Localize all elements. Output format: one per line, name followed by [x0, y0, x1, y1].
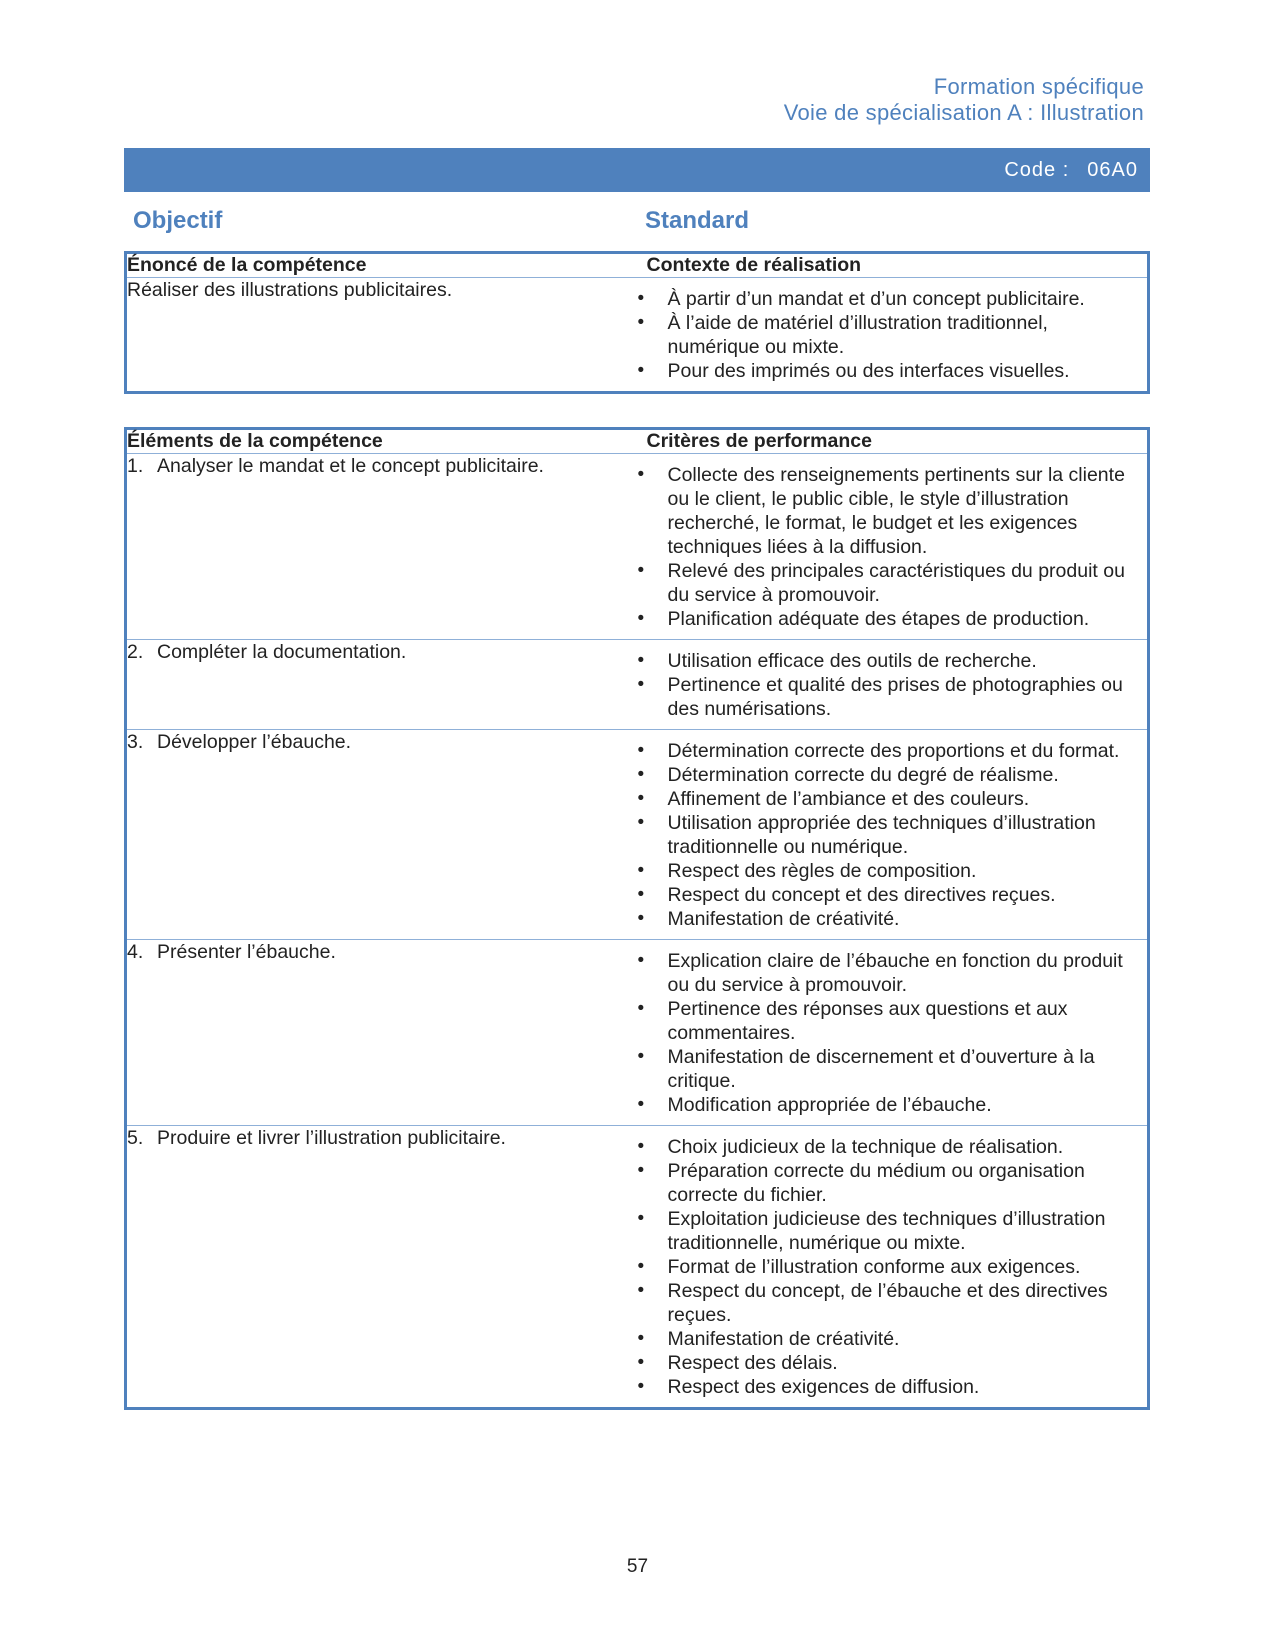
element-text: Analyser le mandat et le concept publicitaire. [157, 455, 544, 477]
page-header [784, 74, 1144, 126]
criteria-item: • Explication claire de l’ébauche en fonction du produit ou du service à promouvoir. [638, 949, 1138, 997]
element-number: 4. [127, 941, 144, 963]
criteria-list [638, 454, 1148, 639]
criteria-item: • Détermination correcte des proportions et du format. [638, 739, 1138, 763]
table-row [126, 454, 1149, 640]
section-title-objectif: Objectif [133, 207, 223, 234]
criteria-item: • Respect du concept, de l’ébauche et des directives reçues. [638, 1279, 1138, 1327]
criteria-item: • Manifestation de discernement et d’ouverture à la critique. [638, 1045, 1138, 1093]
element-number: 3. [127, 731, 144, 753]
criteria-item: • Relevé des principales caractéristiques du produit ou du service à promouvoir. [638, 559, 1138, 607]
criteria-item: • Exploitation judicieuse des techniques d’illustration traditionnelle, numérique ou mixte. [638, 1207, 1138, 1255]
context-item: • À partir d’un mandat et d’un concept publicitaire. [638, 287, 1138, 311]
header-contexte: Contexte de réalisation [638, 253, 1149, 278]
criteria-item: • Respect des exigences de diffusion. [638, 1375, 1138, 1399]
element-number: 1. [127, 455, 144, 477]
element-cell [126, 730, 638, 940]
context-list [638, 278, 1148, 391]
criteria-cell [638, 454, 1149, 640]
header-program: Formation spécifique [933, 74, 1144, 99]
table-row [126, 940, 1149, 1126]
context-cell [638, 278, 1149, 393]
competency-statement-table [124, 251, 1150, 394]
criteria-item: • Préparation correcte du médium ou organisation correcte du fichier. [638, 1159, 1138, 1207]
header-criteres: Critères de performance [638, 429, 1149, 454]
header-elements: Éléments de la compétence [126, 429, 638, 454]
element-text: Produire et livrer l’illustration publicitaire. [157, 1127, 506, 1149]
criteria-item: • Utilisation efficace des outils de recherche. [638, 649, 1138, 673]
criteria-item: • Pertinence et qualité des prises de photographies ou des numérisations. [638, 673, 1138, 721]
criteria-item: • Manifestation de créativité. [638, 907, 1138, 931]
criteria-item: • Détermination correcte du degré de réalisme. [638, 763, 1138, 787]
code-bar [124, 148, 1150, 192]
criteria-item: • Respect des règles de composition. [638, 859, 1138, 883]
criteria-item: • Modification appropriée de l’ébauche. [638, 1093, 1138, 1117]
criteria-item: • Utilisation appropriée des techniques d’illustration traditionnelle ou numérique. [638, 811, 1138, 859]
criteria-item: • Respect du concept et des directives reçues. [638, 883, 1138, 907]
criteria-item: • Respect des délais. [638, 1351, 1138, 1375]
criteria-item: • Pertinence des réponses aux questions et aux commentaires. [638, 997, 1138, 1045]
table-header-row [126, 429, 1149, 454]
table-header-row [126, 253, 1149, 278]
criteria-item: • Planification adéquate des étapes de production. [638, 607, 1138, 631]
criteria-list [638, 730, 1148, 939]
competency-elements-table [124, 427, 1150, 1410]
criteria-cell [638, 940, 1149, 1126]
table-row [126, 640, 1149, 730]
criteria-list [638, 1126, 1148, 1407]
context-item: • À l’aide de matériel d’illustration traditionnel, numérique ou mixte. [638, 311, 1138, 359]
element-number: 2. [127, 641, 144, 663]
context-item: • Pour des imprimés ou des interfaces visuelles. [638, 359, 1138, 383]
code-value: 06A0 [1087, 158, 1138, 181]
table-row [126, 730, 1149, 940]
criteria-item: • Collecte des renseignements pertinents sur la cliente ou le client, le public cible, le style d’illustration recherché, le format, le budget et les exigences techniques liées à la diffusion. [638, 463, 1138, 559]
element-cell [126, 1126, 638, 1409]
table-row [126, 278, 1149, 393]
criteria-cell [638, 730, 1149, 940]
element-text: Présenter l’ébauche. [157, 941, 336, 963]
element-cell [126, 940, 638, 1126]
element-number: 5. [127, 1127, 144, 1149]
criteria-cell [638, 640, 1149, 730]
criteria-list [638, 640, 1148, 729]
code-label: Code : [1004, 158, 1070, 181]
element-cell [126, 640, 638, 730]
criteria-item: • Choix judicieux de la technique de réalisation. [638, 1135, 1138, 1159]
criteria-item: • Manifestation de créativité. [638, 1327, 1138, 1351]
criteria-item: • Affinement de l’ambiance et des couleurs. [638, 787, 1138, 811]
page-number: 57 [626, 1556, 649, 1577]
element-text: Développer l’ébauche. [157, 731, 352, 753]
header-specialization: Voie de spécialisation A : Illustration [783, 100, 1144, 125]
criteria-item: • Format de l’illustration conforme aux exigences. [638, 1255, 1138, 1279]
header-enonce: Énoncé de la compétence [126, 253, 638, 278]
criteria-cell [638, 1126, 1149, 1409]
section-title-standard: Standard [645, 207, 750, 234]
element-text: Compléter la documentation. [157, 641, 407, 663]
element-cell [126, 454, 638, 640]
table-row [126, 1126, 1149, 1409]
criteria-list [638, 940, 1148, 1125]
competency-statement: Réaliser des illustrations publicitaires. [126, 278, 638, 393]
